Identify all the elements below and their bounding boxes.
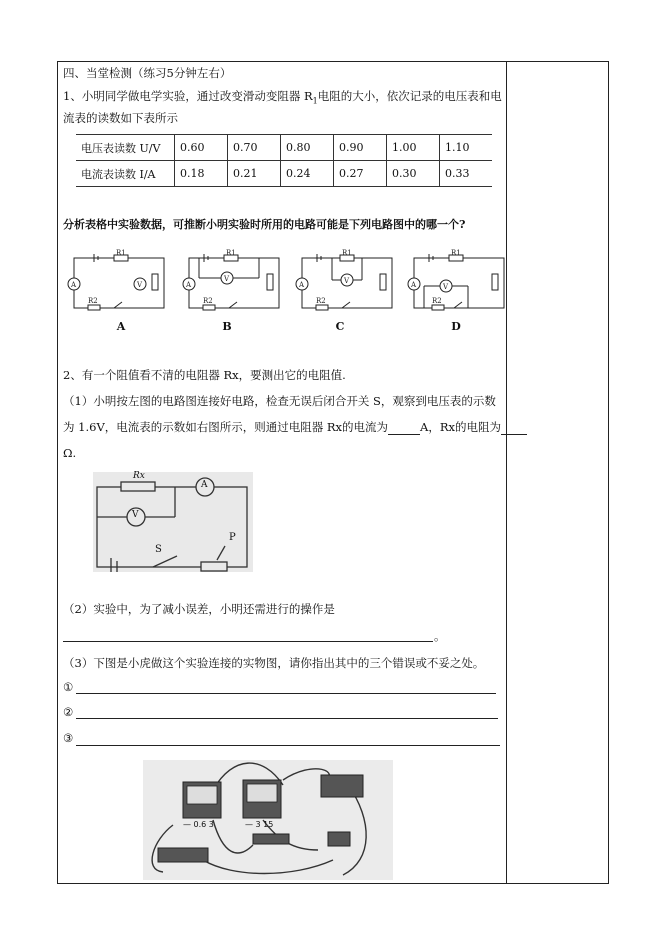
row-label: 电流表读数 I/A [76, 161, 175, 187]
table-cell: 0.24 [281, 161, 334, 187]
ammeter-label: A [201, 480, 208, 490]
svg-text:V: V [137, 281, 143, 289]
rx-circuit-figure [93, 472, 253, 572]
svg-text:R2: R2 [88, 297, 98, 305]
q1-line1: 1、小明同学做电学实验，通过改变滑动变阻器 $R_1$电阻的大小，依次记录的电压表和电 [63, 89, 502, 106]
table-cell: 0.18 [175, 161, 228, 187]
table-cell: 0.21 [228, 161, 281, 187]
readings-table [76, 134, 492, 187]
table-row [76, 135, 492, 161]
svg-text:R2: R2 [432, 297, 442, 305]
option-b-label: B [222, 320, 232, 333]
table-cell: 0.90 [334, 135, 387, 161]
switch-label: S [155, 544, 162, 555]
q2-part3: （3）下图是小虎做这个实验连接的实物图，请你指出其中的三个错误或不妥之处。 [63, 656, 485, 670]
option-d-label: D [451, 320, 461, 333]
section-title: 四、当堂检测（练习5分钟左右） [63, 66, 232, 80]
svg-text:R1: R1 [226, 249, 236, 257]
voltmeter-label: V [132, 510, 139, 520]
table-cell: 0.33 [440, 161, 493, 187]
svg-text:R2: R2 [203, 297, 213, 305]
circuit-d [408, 249, 504, 310]
q2-part1-line2: 为 1.6V，电流表的示数如右图所示，则通过电阻器 Rx的电流为 A，Rx的电阻为 [63, 419, 527, 435]
resistance-blank [501, 422, 527, 435]
apparatus-photo [143, 760, 393, 880]
rx-label: Rx [133, 471, 145, 481]
table-cell: 0.80 [281, 135, 334, 161]
row-label: 电压表读数 U/V [76, 135, 175, 161]
svg-text:R1: R1 [116, 249, 126, 257]
answer-line-part2 [63, 641, 433, 642]
svg-text:A: A [71, 281, 77, 289]
current-blank [388, 422, 420, 435]
q2-part1-line3: Ω. [63, 446, 77, 460]
svg-text:A: A [299, 281, 305, 289]
meter1-terminals: — 0.6 3 [183, 820, 214, 829]
svg-text:R1: R1 [342, 249, 352, 257]
answer-label-3: ③ [63, 731, 74, 745]
answer-line-1 [76, 693, 496, 694]
answer-line-2 [76, 718, 498, 719]
svg-text:V: V [224, 275, 230, 283]
q2-part2: （2）实验中，为了减小误差，小明还需进行的操作是 [63, 602, 335, 616]
table-cell: 0.27 [334, 161, 387, 187]
table-row [76, 161, 492, 187]
q1-question: 分析表格中实验数据，可推断小明实验时所用的电路可能是下列电路图中的哪一个? [63, 218, 466, 231]
circuit-c [296, 249, 392, 310]
option-c-label: C [335, 320, 345, 333]
q2-part1-line1: （1）小明按左图的电路图连接好电路，检查无误后闭合开关 S，观察到电压表的示数 [63, 394, 496, 408]
svg-text:A: A [186, 281, 192, 289]
table-cell: 1.00 [387, 135, 440, 161]
q2-intro: 2、有一个阻值看不清的电阻器 Rx，要测出它的电阻值. [63, 368, 346, 382]
meter2-terminals: — 3 15 [245, 820, 274, 829]
svg-text:R1: R1 [451, 249, 461, 257]
q1-line2: 流表的读数如下表所示 [63, 111, 178, 125]
table-cell: 0.60 [175, 135, 228, 161]
table-cell: 1.10 [440, 135, 493, 161]
svg-text:V: V [443, 283, 449, 291]
circuit-options [64, 246, 514, 318]
svg-text:A: A [411, 281, 417, 289]
svg-text:V: V [344, 277, 350, 285]
circuit-a [68, 249, 164, 310]
table-cell: 0.70 [228, 135, 281, 161]
part2-end: 。 [434, 629, 446, 643]
answer-label-2: ② [63, 705, 74, 719]
svg-text:R2: R2 [316, 297, 326, 305]
circuit-b [183, 249, 279, 310]
option-a-label: A [116, 320, 126, 333]
answer-label-1: ① [63, 680, 74, 694]
table-cell: 0.30 [387, 161, 440, 187]
answer-line-3 [76, 745, 500, 746]
slider-label: P [229, 532, 236, 543]
column-divider [506, 61, 507, 884]
